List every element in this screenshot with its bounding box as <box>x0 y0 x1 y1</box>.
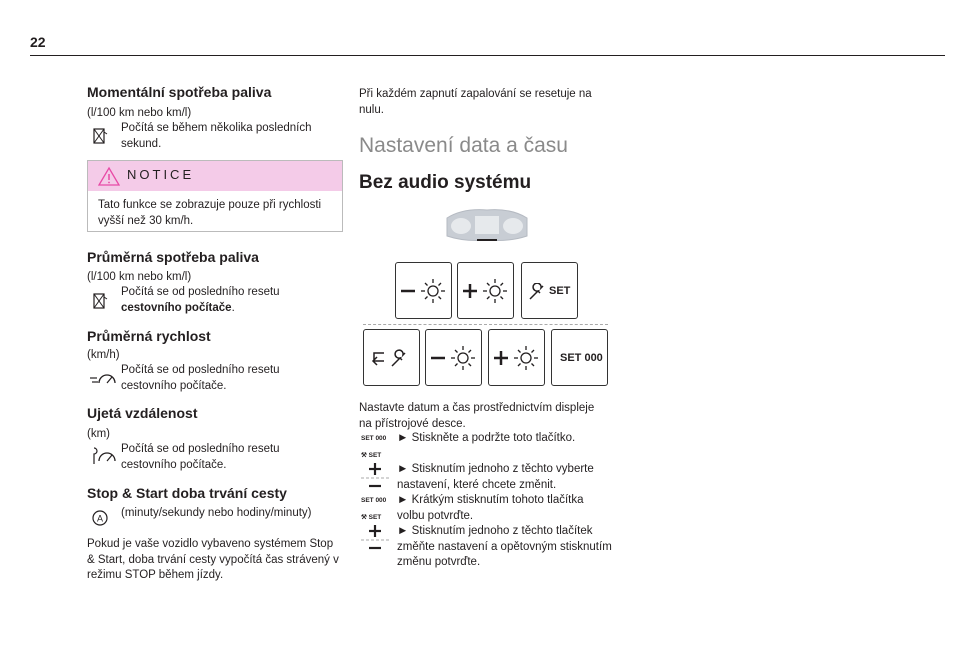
text-average-consumption-1: Počítá se od posledního resetu <box>121 286 280 298</box>
section-heading: Bez audio systému <box>359 172 532 193</box>
unit-stop-start: (minuty/sekundy nebo hodiny/minuty) <box>121 507 312 519</box>
step3-set-label: SET <box>368 514 382 521</box>
text-distance: Počítá se od posledního resetu cestovního počítače. <box>121 443 280 471</box>
minus-brightness-icon <box>429 344 479 372</box>
text-average-consumption <box>121 285 331 316</box>
step1-set-label: SET <box>368 452 382 459</box>
text-average-consumption-2: cestovního počítače <box>121 301 232 314</box>
wrench-icon <box>528 283 546 301</box>
step3-text: ► Krátkým stisknutím tohoto tlačítka volbu potvrďte. <box>397 494 584 522</box>
section-title-average-speed: Průměrná rychlost <box>87 328 211 344</box>
intro-text: Nastavte datum a čas prostřednictvím displeje na přístrojové desce. <box>359 402 595 430</box>
step3-set000-icon: SET 000 <box>361 497 387 504</box>
step2-text: ► Stisknutím jednoho z těchto vyberte nastavení, které chcete změnit. <box>397 463 594 491</box>
back-wrench-icon <box>370 348 414 368</box>
plus-minus-icon <box>361 523 389 555</box>
text-average-speed: Počítá se od posledního resetu cestovního počítače. <box>121 364 280 392</box>
set-000-label: SET 000 <box>560 352 603 364</box>
unit-average-speed: (km/h) <box>87 349 120 361</box>
page-number: 22 <box>30 34 46 50</box>
notice-header <box>88 161 342 191</box>
notice-text: Tato funkce se zobrazuje pouze při rychlosti vyšší než 30 km/h. <box>98 199 322 227</box>
back-wrench-button[interactable] <box>363 329 420 386</box>
wrench-set-button[interactable] <box>521 262 578 319</box>
divider-dashes <box>363 324 608 325</box>
text-instant-consumption: Počítá se během několika posledních sekund. <box>121 122 312 150</box>
section-title-stop-start: Stop & Start doba trvání cesty <box>87 485 287 501</box>
unit-instant-consumption: (l/100 km nebo km/l) <box>87 107 192 119</box>
minus-brightness-icon <box>399 277 449 305</box>
step3-wrench-set-icon: ⚒ SET <box>361 514 382 521</box>
step4-text: ► Stisknutím jednoho z těchto tlačítek změňte nastavení a opětovným stisknutím změnu potvrďte. <box>397 525 612 568</box>
plus-minus-icon <box>361 461 389 493</box>
plus-brightness-button-2[interactable] <box>488 329 545 386</box>
stop-start-icon <box>91 508 109 528</box>
minus-brightness-button-2[interactable] <box>425 329 482 386</box>
plus-brightness-button[interactable] <box>457 262 514 319</box>
fuel-pump-icon <box>92 292 108 310</box>
plus-brightness-icon <box>461 277 511 305</box>
warning-triangle-icon <box>98 166 120 186</box>
step1-wrench-set-icon: ⚒ SET <box>361 452 382 459</box>
section-title-average-consumption: Průměrná spotřeba paliva <box>87 249 259 265</box>
unit-distance: (km) <box>87 428 110 440</box>
section-title-distance: Ujetá vzdálenost <box>87 405 198 421</box>
step1-text: ► Stiskněte a podržte toto tlačítko. <box>397 432 576 444</box>
section-subtitle: Nastavení data a času <box>359 134 568 157</box>
set-label: SET <box>549 285 571 297</box>
reset-text: Při každém zapnutí zapalování se resetuje na nulu. <box>359 88 592 116</box>
minus-brightness-button[interactable] <box>395 262 452 319</box>
text-average-consumption-3: . <box>231 301 235 314</box>
plus-brightness-icon <box>492 344 542 372</box>
section-title-instant-consumption: Momentální spotřeba paliva <box>87 84 272 100</box>
notice-title: NOTICE <box>127 167 195 182</box>
header-rule <box>30 55 945 56</box>
text-stop-start: Pokud je vaše vozidlo vybaveno systémem Stop & Start, doba trvání cesty vypočítá čas strávený v režimu STOP během jízdy. <box>87 538 339 581</box>
svg-text:A: A <box>96 513 104 524</box>
unit-average-consumption: (l/100 km nebo km/l) <box>87 271 192 283</box>
notice-box <box>87 160 343 232</box>
fuel-pump-icon <box>92 127 108 145</box>
instrument-cluster-icon <box>443 206 531 246</box>
speedometer-icon <box>89 368 117 388</box>
distance-icon <box>89 446 117 466</box>
step1-set000-icon: SET 000 <box>361 435 387 442</box>
set-000-button[interactable] <box>551 329 608 386</box>
